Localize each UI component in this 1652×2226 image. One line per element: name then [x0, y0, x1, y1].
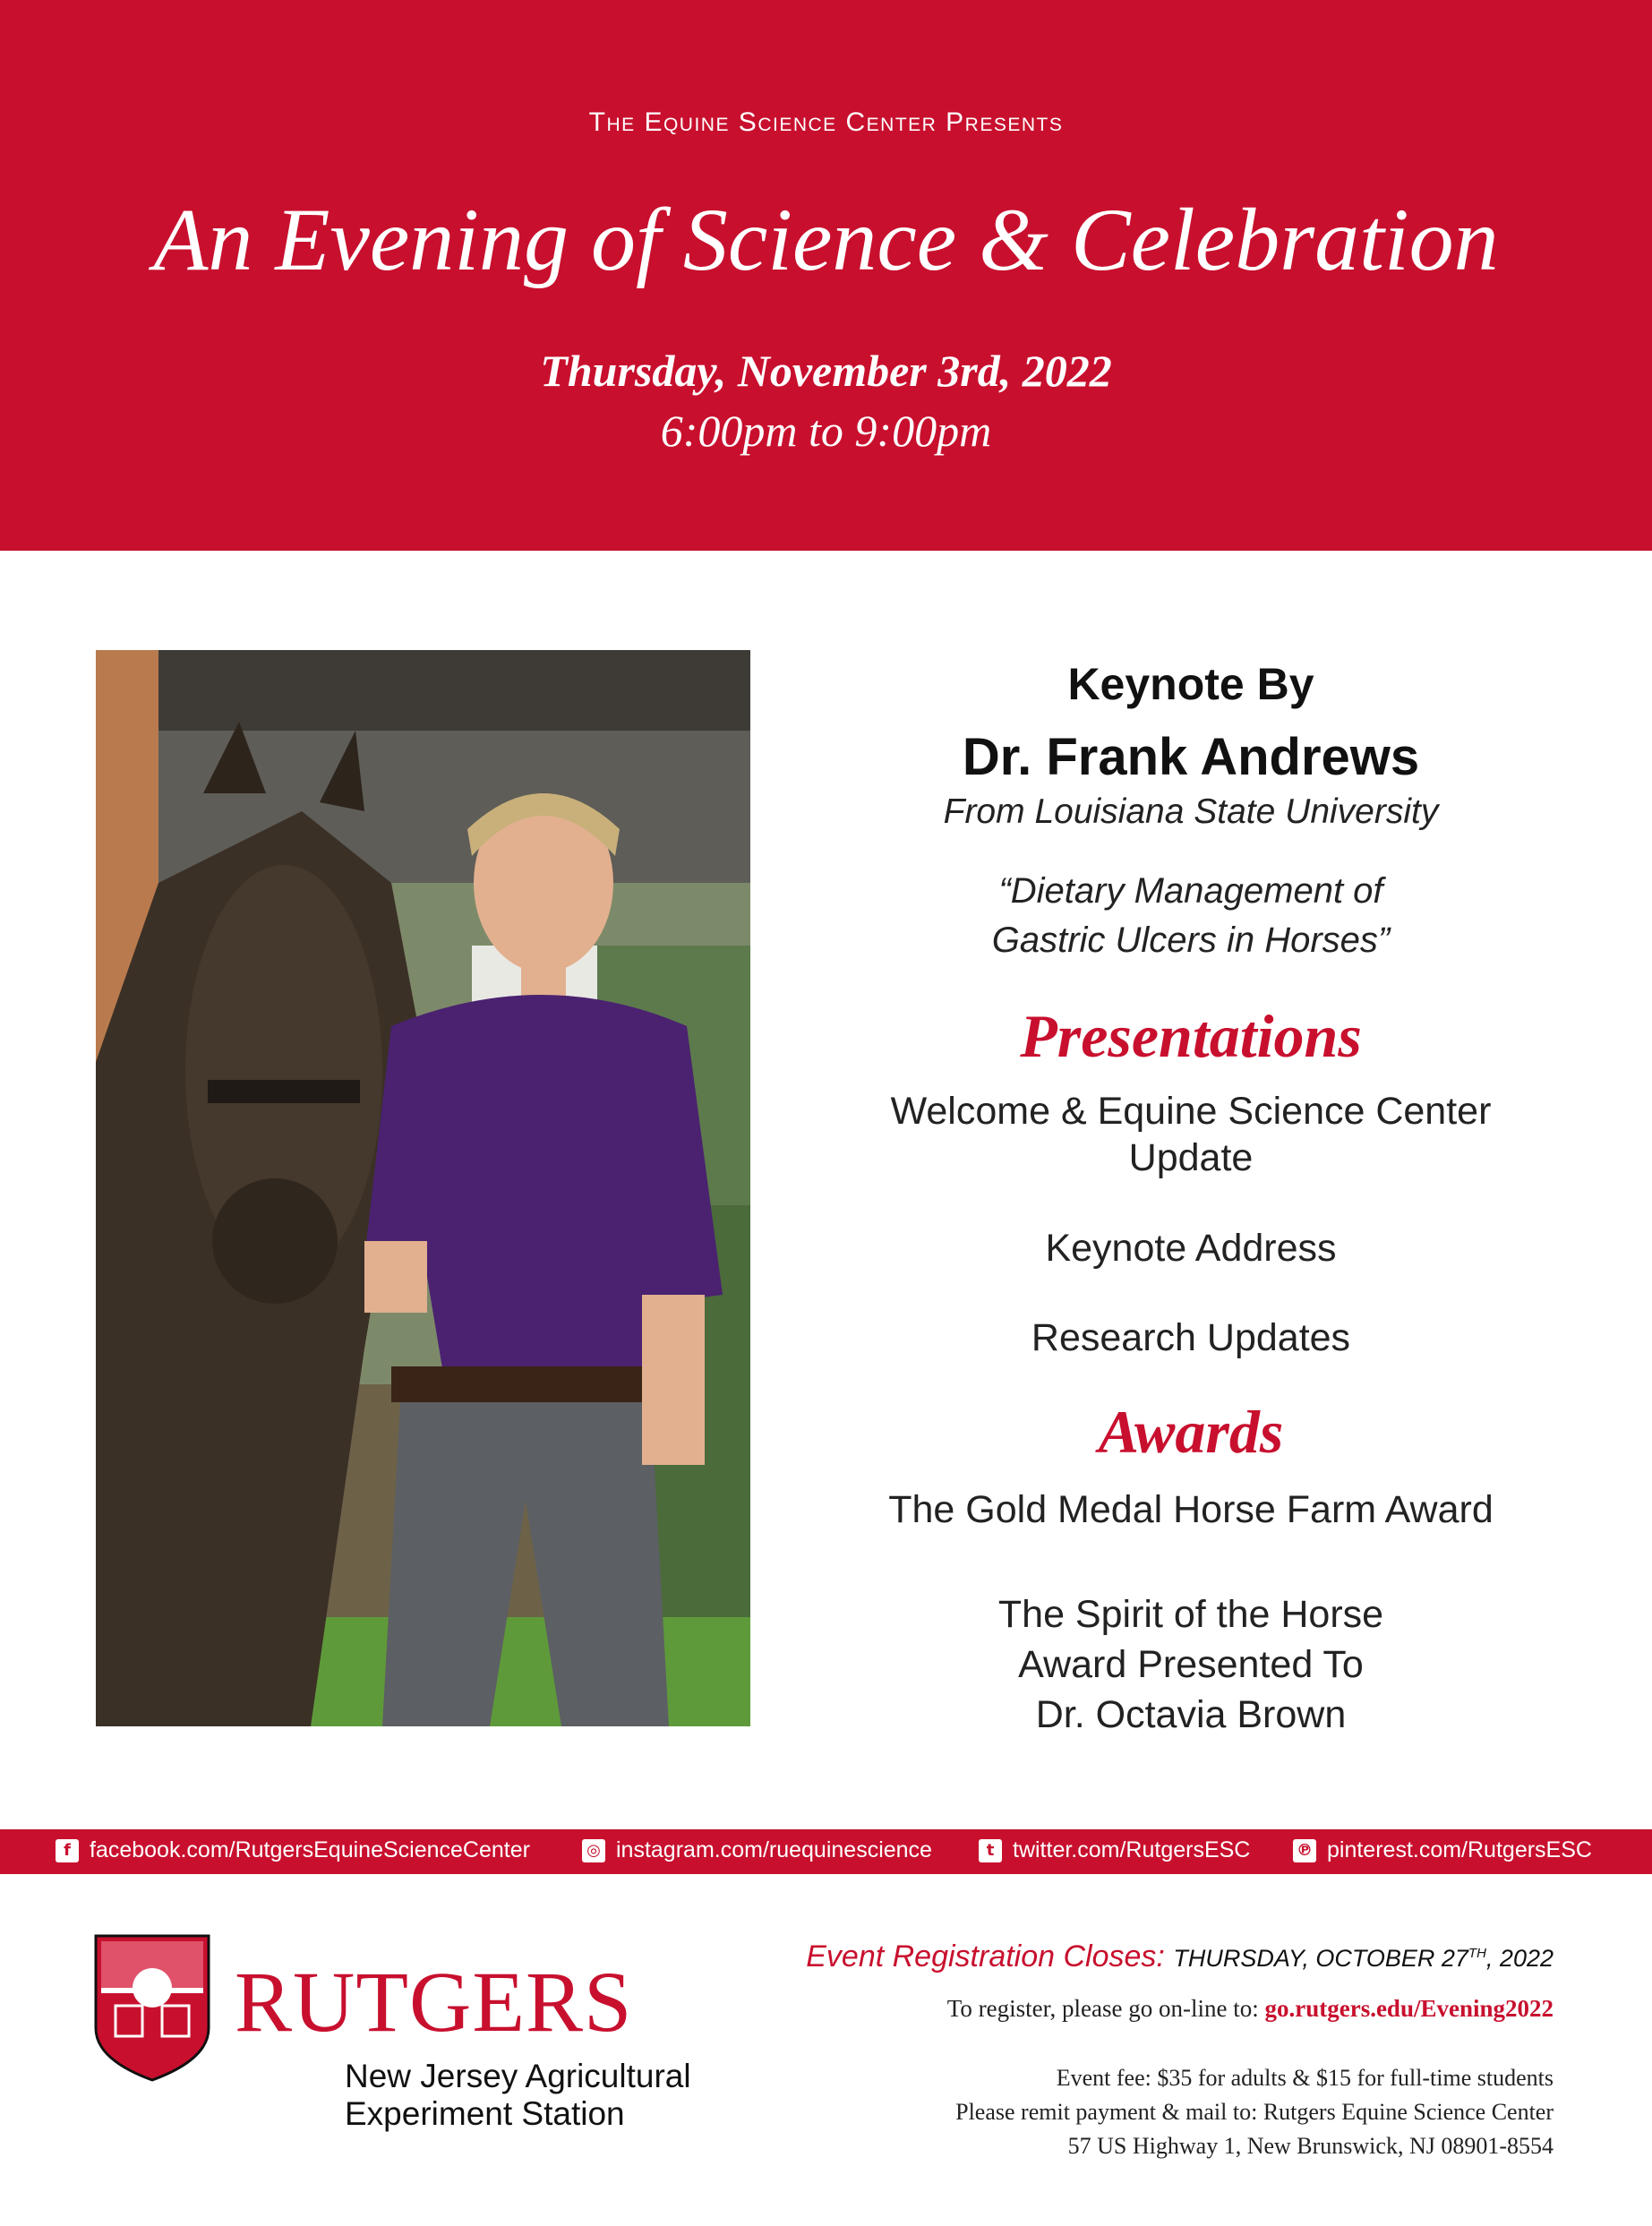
social-twitter[interactable] — [979, 1837, 1250, 1863]
presentations-heading: Presentations — [1020, 1002, 1362, 1070]
twitter-icon: t — [979, 1839, 1002, 1862]
presents-line: The Equine Science Center Presents — [588, 107, 1064, 137]
remit-line: Please remit payment & mail to: Rutgers Equine Science Center — [955, 2099, 1554, 2125]
address-line: 57 US Highway 1, New Brunswick, NJ 08901-8554 — [1067, 2133, 1554, 2159]
station-name-line1: New Jersey Agricultural — [345, 2058, 691, 2094]
talk-title-line2: Gastric Ulcers in Horses” — [991, 920, 1391, 960]
award-item-gold-medal: The Gold Medal Horse Farm Award — [888, 1488, 1494, 1531]
award-item-spirit-line1: The Spirit of the Horse — [997, 1593, 1384, 1636]
fee-line: Event fee: $35 for adults & $15 for full-time students — [1056, 2065, 1554, 2091]
register-instructions — [947, 1995, 1554, 2023]
award-item-spirit-line3: Dr. Octavia Brown — [1035, 1693, 1347, 1736]
presentation-item-research: Research Updates — [1031, 1316, 1351, 1359]
award-item-spirit — [833, 1589, 1549, 1740]
pinterest-link[interactable]: pinterest.com/RutgersESC — [1327, 1837, 1592, 1862]
registration-deadline-date — [1173, 1945, 1554, 1972]
pinterest-icon: ℗ — [1293, 1839, 1316, 1862]
talk-title-line1: “Dietary Management of — [998, 871, 1383, 911]
registration-deadline-label: Event Registration Closes: — [806, 1939, 1165, 1973]
presentation-item-welcome-line2: Update — [1128, 1136, 1254, 1179]
presentation-item-keynote: Keynote Address — [1045, 1227, 1337, 1270]
event-title: An Evening of Science & Celebration — [153, 190, 1499, 289]
social-pinterest[interactable] — [1293, 1837, 1592, 1863]
award-item-spirit-line2: Award Presented To — [1018, 1643, 1364, 1686]
twitter-link[interactable]: twitter.com/RutgersESC — [1013, 1837, 1251, 1862]
station-name — [345, 2058, 691, 2133]
presentation-item-welcome — [833, 1088, 1549, 1181]
presentation-item-welcome-line1: Welcome & Equine Science Center — [890, 1090, 1492, 1133]
facebook-link[interactable]: facebook.com/RutgersEquineScienceCenter — [90, 1837, 530, 1862]
social-facebook[interactable] — [56, 1837, 530, 1863]
social-instagram[interactable] — [582, 1837, 932, 1863]
speaker-affiliation: From Louisiana State University — [943, 792, 1439, 831]
fee-info — [955, 2061, 1554, 2163]
station-name-line2: Experiment Station — [345, 2095, 625, 2132]
rutgers-shield-logo — [94, 1934, 210, 2082]
speaker-photo — [96, 650, 750, 1726]
event-date: Thursday, November 3rd, 2022 — [540, 346, 1112, 396]
speaker-name: Dr. Frank Andrews — [962, 728, 1420, 786]
deadline-suffix: TH — [1468, 1946, 1486, 1961]
instagram-link[interactable]: instagram.com/ruequinescience — [616, 1837, 932, 1862]
facebook-icon: f — [56, 1839, 79, 1862]
instagram-icon: ◎ — [582, 1839, 605, 1862]
social-bar — [0, 1829, 1652, 1874]
header-banner — [0, 0, 1652, 551]
register-link[interactable]: go.rutgers.edu/Evening2022 — [1264, 1995, 1554, 2022]
deadline-year: , 2022 — [1485, 1945, 1554, 1972]
register-text: To register, please go on-line to: — [946, 1995, 1259, 2022]
event-time: 6:00pm to 9:00pm — [660, 406, 992, 456]
talk-title — [833, 867, 1549, 965]
deadline-day: THURSDAY, OCTOBER 27 — [1173, 1945, 1468, 1972]
keynote-label: Keynote By — [1067, 659, 1314, 709]
registration-deadline — [806, 1939, 1554, 1974]
awards-heading: Awards — [1098, 1398, 1284, 1466]
rutgers-wordmark: RUTGERS — [235, 1954, 633, 2050]
